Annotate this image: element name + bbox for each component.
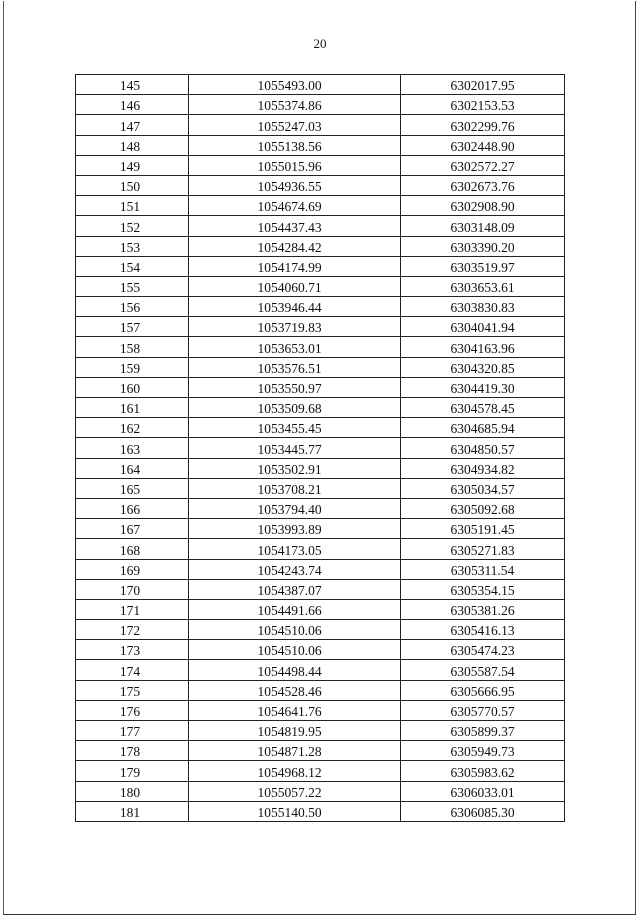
table-row xyxy=(76,175,565,195)
x-coordinate-cell: 1054819.95 xyxy=(189,721,401,741)
table-row xyxy=(76,377,565,397)
table-row xyxy=(76,680,565,700)
table-row xyxy=(76,297,565,317)
x-coordinate-cell: 1054968.12 xyxy=(189,761,401,781)
x-coordinate-cell: 1053946.44 xyxy=(189,297,401,317)
x-coordinate-cell: 1054491.66 xyxy=(189,599,401,619)
y-coordinate-cell: 6304419.30 xyxy=(401,377,565,397)
x-coordinate-cell: 1053719.83 xyxy=(189,317,401,337)
table-row xyxy=(76,721,565,741)
table-row xyxy=(76,438,565,458)
y-coordinate-cell: 6306085.30 xyxy=(401,801,565,821)
table-row xyxy=(76,559,565,579)
y-coordinate-cell: 6302299.76 xyxy=(401,115,565,135)
table-row xyxy=(76,398,565,418)
y-coordinate-cell: 6305770.57 xyxy=(401,700,565,720)
point-number-cell: 148 xyxy=(76,135,189,155)
table-row xyxy=(76,519,565,539)
table-row xyxy=(76,620,565,640)
table-row xyxy=(76,115,565,135)
point-number-cell: 171 xyxy=(76,599,189,619)
point-number-cell: 180 xyxy=(76,781,189,801)
y-coordinate-cell: 6305092.68 xyxy=(401,498,565,518)
y-coordinate-cell: 6305949.73 xyxy=(401,741,565,761)
x-coordinate-cell: 1054510.06 xyxy=(189,640,401,660)
table-row xyxy=(76,741,565,761)
y-coordinate-cell: 6302908.90 xyxy=(401,196,565,216)
y-coordinate-cell: 6304685.94 xyxy=(401,418,565,438)
y-coordinate-cell: 6302017.95 xyxy=(401,75,565,95)
table-row xyxy=(76,539,565,559)
x-coordinate-cell: 1053455.45 xyxy=(189,418,401,438)
coordinates-table xyxy=(75,74,565,822)
y-coordinate-cell: 6305354.15 xyxy=(401,579,565,599)
y-coordinate-cell: 6303390.20 xyxy=(401,236,565,256)
point-number-cell: 179 xyxy=(76,761,189,781)
y-coordinate-cell: 6303830.83 xyxy=(401,297,565,317)
x-coordinate-cell: 1053509.68 xyxy=(189,398,401,418)
table-row xyxy=(76,478,565,498)
y-coordinate-cell: 6303653.61 xyxy=(401,276,565,296)
point-number-cell: 175 xyxy=(76,680,189,700)
x-coordinate-cell: 1055015.96 xyxy=(189,155,401,175)
point-number-cell: 155 xyxy=(76,276,189,296)
x-coordinate-cell: 1054284.42 xyxy=(189,236,401,256)
coordinates-table-body xyxy=(76,75,565,822)
table-row xyxy=(76,801,565,821)
point-number-cell: 174 xyxy=(76,660,189,680)
point-number-cell: 169 xyxy=(76,559,189,579)
point-number-cell: 170 xyxy=(76,579,189,599)
y-coordinate-cell: 6305311.54 xyxy=(401,559,565,579)
y-coordinate-cell: 6304320.85 xyxy=(401,357,565,377)
table-row xyxy=(76,357,565,377)
y-coordinate-cell: 6305474.23 xyxy=(401,640,565,660)
table-row xyxy=(76,579,565,599)
y-coordinate-cell: 6305271.83 xyxy=(401,539,565,559)
y-coordinate-cell: 6305191.45 xyxy=(401,519,565,539)
y-coordinate-cell: 6302673.76 xyxy=(401,175,565,195)
point-number-cell: 167 xyxy=(76,519,189,539)
table-row xyxy=(76,458,565,478)
x-coordinate-cell: 1054174.99 xyxy=(189,256,401,276)
y-coordinate-cell: 6302153.53 xyxy=(401,95,565,115)
table-row xyxy=(76,196,565,216)
point-number-cell: 145 xyxy=(76,75,189,95)
x-coordinate-cell: 1055493.00 xyxy=(189,75,401,95)
point-number-cell: 147 xyxy=(76,115,189,135)
point-number-cell: 168 xyxy=(76,539,189,559)
point-number-cell: 146 xyxy=(76,95,189,115)
table-row xyxy=(76,498,565,518)
x-coordinate-cell: 1053794.40 xyxy=(189,498,401,518)
x-coordinate-cell: 1055140.50 xyxy=(189,801,401,821)
point-number-cell: 173 xyxy=(76,640,189,660)
y-coordinate-cell: 6303148.09 xyxy=(401,216,565,236)
x-coordinate-cell: 1054936.55 xyxy=(189,175,401,195)
point-number-cell: 158 xyxy=(76,337,189,357)
table-row xyxy=(76,418,565,438)
point-number-cell: 165 xyxy=(76,478,189,498)
point-number-cell: 149 xyxy=(76,155,189,175)
table-row xyxy=(76,276,565,296)
table-row xyxy=(76,599,565,619)
x-coordinate-cell: 1054437.43 xyxy=(189,216,401,236)
point-number-cell: 177 xyxy=(76,721,189,741)
point-number-cell: 163 xyxy=(76,438,189,458)
point-number-cell: 178 xyxy=(76,741,189,761)
y-coordinate-cell: 6305381.26 xyxy=(401,599,565,619)
y-coordinate-cell: 6306033.01 xyxy=(401,781,565,801)
y-coordinate-cell: 6302572.27 xyxy=(401,155,565,175)
x-coordinate-cell: 1054387.07 xyxy=(189,579,401,599)
x-coordinate-cell: 1054498.44 xyxy=(189,660,401,680)
x-coordinate-cell: 1055247.03 xyxy=(189,115,401,135)
point-number-cell: 157 xyxy=(76,317,189,337)
y-coordinate-cell: 6304041.94 xyxy=(401,317,565,337)
x-coordinate-cell: 1053576.51 xyxy=(189,357,401,377)
y-coordinate-cell: 6304163.96 xyxy=(401,337,565,357)
x-coordinate-cell: 1054510.06 xyxy=(189,620,401,640)
x-coordinate-cell: 1054173.05 xyxy=(189,539,401,559)
table-row xyxy=(76,337,565,357)
table-row xyxy=(76,256,565,276)
y-coordinate-cell: 6305983.62 xyxy=(401,761,565,781)
point-number-cell: 159 xyxy=(76,357,189,377)
point-number-cell: 154 xyxy=(76,256,189,276)
point-number-cell: 166 xyxy=(76,498,189,518)
x-coordinate-cell: 1054243.74 xyxy=(189,559,401,579)
point-number-cell: 176 xyxy=(76,700,189,720)
x-coordinate-cell: 1053550.97 xyxy=(189,377,401,397)
table-row xyxy=(76,761,565,781)
y-coordinate-cell: 6305666.95 xyxy=(401,680,565,700)
point-number-cell: 162 xyxy=(76,418,189,438)
x-coordinate-cell: 1053708.21 xyxy=(189,478,401,498)
x-coordinate-cell: 1054674.69 xyxy=(189,196,401,216)
table-row xyxy=(76,95,565,115)
point-number-cell: 181 xyxy=(76,801,189,821)
point-number-cell: 153 xyxy=(76,236,189,256)
table-row xyxy=(76,700,565,720)
table-row xyxy=(76,781,565,801)
x-coordinate-cell: 1054871.28 xyxy=(189,741,401,761)
x-coordinate-cell: 1055057.22 xyxy=(189,781,401,801)
y-coordinate-cell: 6304934.82 xyxy=(401,458,565,478)
y-coordinate-cell: 6303519.97 xyxy=(401,256,565,276)
table-row xyxy=(76,75,565,95)
y-coordinate-cell: 6305034.57 xyxy=(401,478,565,498)
y-coordinate-cell: 6304850.57 xyxy=(401,438,565,458)
point-number-cell: 164 xyxy=(76,458,189,478)
page-number: 20 xyxy=(313,36,327,51)
x-coordinate-cell: 1053993.89 xyxy=(189,519,401,539)
y-coordinate-cell: 6305416.13 xyxy=(401,620,565,640)
point-number-cell: 160 xyxy=(76,377,189,397)
table-row xyxy=(76,216,565,236)
y-coordinate-cell: 6305899.37 xyxy=(401,721,565,741)
y-coordinate-cell: 6304578.45 xyxy=(401,398,565,418)
point-number-cell: 151 xyxy=(76,196,189,216)
point-number-cell: 152 xyxy=(76,216,189,236)
y-coordinate-cell: 6302448.90 xyxy=(401,135,565,155)
x-coordinate-cell: 1053445.77 xyxy=(189,438,401,458)
x-coordinate-cell: 1054060.71 xyxy=(189,276,401,296)
x-coordinate-cell: 1055138.56 xyxy=(189,135,401,155)
y-coordinate-cell: 6305587.54 xyxy=(401,660,565,680)
table-row xyxy=(76,155,565,175)
table-row xyxy=(76,660,565,680)
point-number-cell: 161 xyxy=(76,398,189,418)
table-row xyxy=(76,317,565,337)
x-coordinate-cell: 1053502.91 xyxy=(189,458,401,478)
x-coordinate-cell: 1054641.76 xyxy=(189,700,401,720)
table-row xyxy=(76,640,565,660)
x-coordinate-cell: 1053653.01 xyxy=(189,337,401,357)
x-coordinate-cell: 1055374.86 xyxy=(189,95,401,115)
x-coordinate-cell: 1054528.46 xyxy=(189,680,401,700)
point-number-cell: 150 xyxy=(76,175,189,195)
table-row xyxy=(76,135,565,155)
point-number-cell: 172 xyxy=(76,620,189,640)
table-row xyxy=(76,236,565,256)
point-number-cell: 156 xyxy=(76,297,189,317)
